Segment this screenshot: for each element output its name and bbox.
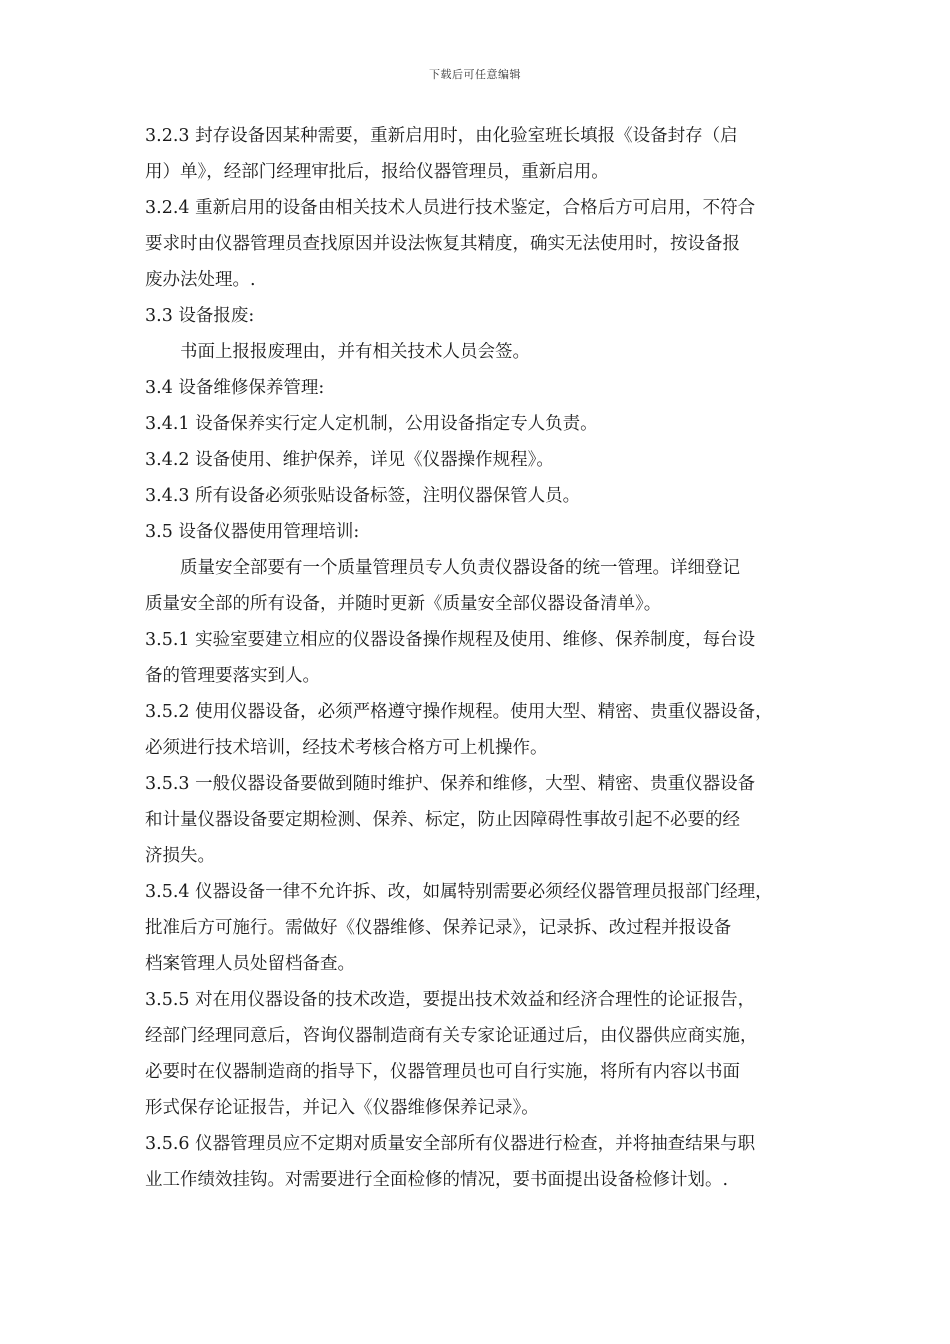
section-heading: 3.3 设备报废:: [145, 306, 255, 326]
document-body: [145, 118, 810, 1198]
text-line: 质量安全部要有一个质量管理员专人负责仪器设备的统一管理。详细登记: [145, 558, 740, 578]
text-line: 必要时在仪器制造商的指导下，仪器管理员也可自行实施，将所有内容以书面: [145, 1062, 740, 1082]
text-line: 3.5.6 仪器管理员应不定期对质量安全部所有仪器进行检查，并将抽查结果与职: [145, 1134, 756, 1154]
text-line: 3.4.2 设备使用、维护保养，详见《仪器操作规程》。: [145, 450, 554, 470]
text-line: 形式保存论证报告，并记入《仪器维修保养记录》。: [145, 1098, 539, 1118]
text-line: 济损失。: [145, 846, 215, 866]
text-line: 3.2.4 重新启用的设备由相关技术人员进行技术鉴定，合格后方可启用，不符合: [145, 198, 756, 218]
text-line: 3.5.2 使用仪器设备，必须严格遵守操作规程。使用大型、精密、贵重仪器设备，: [145, 702, 773, 722]
text-line: 必须进行技术培训，经技术考核合格方可上机操作。: [145, 738, 548, 758]
text-line: 3.5.1 实验室要建立相应的仪器设备操作规程及使用、维修、保养制度，每台设: [145, 630, 756, 650]
text-line: 经部门经理同意后，咨询仪器制造商有关专家论证通过后，由仪器供应商实施，: [145, 1026, 758, 1046]
text-line: 档案管理人员处留档备查。: [145, 954, 355, 974]
text-line: 废办法处理。.: [145, 270, 256, 290]
text-line: 用）单》，经部门经理审批后，报给仪器管理员，重新启用。: [145, 162, 609, 182]
text-line: 3.5.3 一般仪器设备要做到随时维护、保养和维修，大型、精密、贵重仪器设备: [145, 774, 756, 794]
text-line: 和计量仪器设备要定期检测、保养、标定，防止因障碍性事故引起不必要的经: [145, 810, 740, 830]
text-line: 3.4.3 所有设备必须张贴设备标签，注明仪器保管人员。: [145, 486, 581, 506]
text-line: 备的管理要落实到人。: [145, 666, 320, 686]
section-heading: 3.5 设备仪器使用管理培训:: [145, 522, 360, 542]
section-heading: 3.4 设备维修保养管理:: [145, 378, 325, 398]
text-line: 质量安全部的所有设备，并随时更新《质量安全部仪器设备清单》。: [145, 594, 662, 614]
text-line: 3.4.1 设备保养实行定人定机制，公用设备指定专人负责。: [145, 414, 598, 434]
text-line: 批准后方可施行。需做好《仪器维修、保养记录》，记录拆、改过程并报设备: [145, 918, 732, 938]
text-line: 3.5.4 仪器设备一律不允许拆、改，如属特别需要必须经仪器管理员报部门经理，: [145, 882, 773, 902]
text-line: 书面上报报废理由，并有相关技术人员会签。: [145, 342, 530, 362]
text-line: 业工作绩效挂钩。对需要进行全面检修的情况，要书面提出设备检修计划。.: [145, 1170, 729, 1190]
text-line: 要求时由仪器管理员查找原因并设法恢复其精度，确实无法使用时，按设备报: [145, 234, 740, 254]
text-line: 3.2.3 封存设备因某种需要，重新启用时，由化验室班长填报《设备封存（启: [145, 126, 738, 146]
page-header: 下载后可任意编辑: [429, 68, 521, 81]
text-line: 3.5.5 对在用仪器设备的技术改造，要提出技术效益和经济合理性的论证报告，: [145, 990, 756, 1010]
